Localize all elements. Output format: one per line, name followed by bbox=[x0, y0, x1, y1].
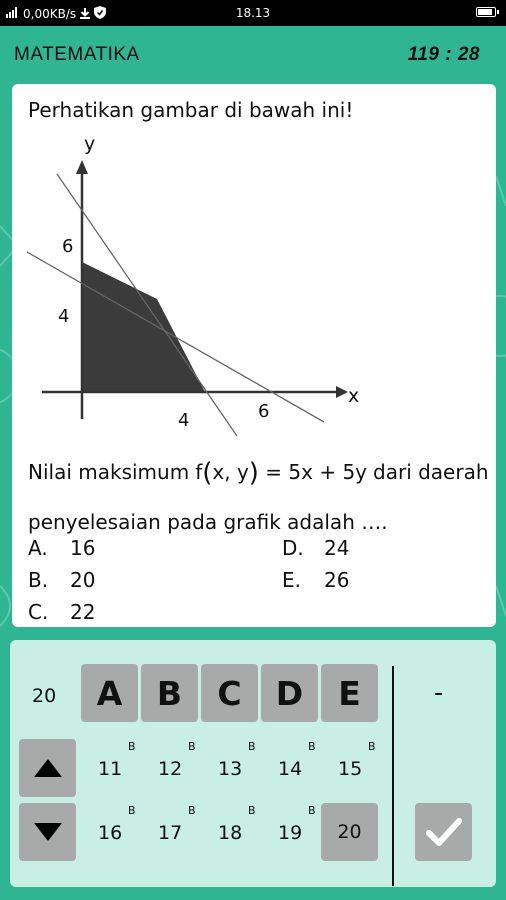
question-nav-17[interactable]: 17 bbox=[158, 822, 183, 844]
arrow-up-icon bbox=[34, 759, 62, 777]
x-tick-4: 4 bbox=[178, 410, 190, 431]
confirm-button[interactable] bbox=[415, 803, 472, 861]
panel-divider bbox=[392, 666, 394, 886]
answered-badge: B bbox=[188, 804, 196, 817]
option-value: 22 bbox=[70, 600, 96, 624]
battery-icon bbox=[476, 6, 496, 20]
question-nav-20-current[interactable]: 20 bbox=[321, 803, 378, 861]
scroll-down-button[interactable] bbox=[19, 803, 76, 861]
question-nav-18[interactable]: 18 bbox=[218, 822, 243, 844]
answered-badge: B bbox=[128, 740, 136, 753]
subject-title: MATEMATIKA bbox=[14, 44, 140, 65]
option-b bbox=[28, 568, 95, 592]
option-value: 24 bbox=[324, 536, 350, 560]
option-d bbox=[282, 536, 349, 560]
status-bar bbox=[0, 0, 506, 26]
y-tick-4: 4 bbox=[58, 306, 70, 327]
y-axis-arrow-icon bbox=[76, 160, 88, 174]
answered-badge: B bbox=[128, 804, 136, 817]
answer-button-a[interactable]: A bbox=[81, 664, 138, 722]
answer-button-c[interactable]: C bbox=[201, 664, 258, 722]
question-card[interactable] bbox=[12, 84, 496, 627]
current-question-number: 20 bbox=[32, 685, 57, 707]
answered-badge: B bbox=[248, 804, 256, 817]
option-letter: B. bbox=[28, 568, 49, 592]
answered-badge: B bbox=[188, 740, 196, 753]
line-4-6 bbox=[27, 252, 324, 422]
option-letter: A. bbox=[28, 536, 48, 560]
question-nav-16[interactable]: 16 bbox=[98, 822, 123, 844]
question-nav-19[interactable]: 19 bbox=[278, 822, 303, 844]
option-letter: D. bbox=[282, 536, 304, 560]
app-header bbox=[0, 26, 506, 82]
arrow-down-icon bbox=[34, 823, 62, 841]
option-value: 26 bbox=[324, 568, 350, 592]
net-speed: 0,00KB/s bbox=[23, 7, 77, 21]
option-e bbox=[282, 568, 349, 592]
option-value: 20 bbox=[70, 568, 96, 592]
selected-answer: - bbox=[434, 678, 444, 708]
answer-button-e[interactable]: E bbox=[321, 664, 378, 722]
question-nav-13[interactable]: 13 bbox=[218, 758, 243, 780]
formula-rhs: = 5x + 5y bbox=[265, 460, 368, 484]
question-prompt: Perhatikan gambar di bawah ini! bbox=[28, 98, 354, 122]
option-letter: E. bbox=[282, 568, 301, 592]
objective-function: f(x, y) = 5x + 5y bbox=[195, 458, 368, 488]
x-axis-arrow-icon bbox=[336, 386, 348, 398]
answer-panel bbox=[10, 640, 496, 887]
answer-button-b[interactable]: B bbox=[141, 664, 198, 722]
question-nav-12[interactable]: 12 bbox=[158, 758, 183, 780]
formula-text-before: Nilai maksimum bbox=[28, 460, 190, 484]
option-value: 16 bbox=[70, 536, 96, 560]
option-letter: C. bbox=[28, 600, 49, 624]
x-axis-label: x bbox=[348, 385, 360, 407]
option-c bbox=[28, 600, 95, 624]
status-right bbox=[476, 6, 496, 20]
countdown-timer: 119 : 28 bbox=[407, 44, 480, 65]
question-nav-11[interactable]: 11 bbox=[98, 758, 123, 780]
x-tick-6: 6 bbox=[258, 401, 270, 422]
question-text-line2: penyelesaian pada grafik adalah …. bbox=[28, 510, 388, 534]
question-nav-14[interactable]: 14 bbox=[278, 758, 303, 780]
answer-button-d[interactable]: D bbox=[261, 664, 318, 722]
answered-badge: B bbox=[308, 740, 316, 753]
inequality-graph bbox=[12, 124, 372, 454]
feasible-region bbox=[82, 262, 205, 392]
question-formula-line bbox=[28, 458, 489, 488]
check-icon bbox=[426, 817, 462, 847]
scroll-up-button[interactable] bbox=[19, 739, 76, 797]
option-a bbox=[28, 536, 95, 560]
formula-args: x, y bbox=[212, 460, 249, 484]
y-axis-label: y bbox=[84, 133, 96, 155]
answered-badge: B bbox=[308, 804, 316, 817]
y-tick-6: 6 bbox=[62, 236, 74, 257]
status-time: 18.13 bbox=[235, 6, 271, 20]
question-nav-15[interactable]: 15 bbox=[338, 758, 363, 780]
formula-text-after: dari daerah bbox=[373, 460, 489, 484]
formula-func: f bbox=[195, 460, 203, 484]
answered-badge: B bbox=[248, 740, 256, 753]
answered-badge: B bbox=[368, 740, 376, 753]
